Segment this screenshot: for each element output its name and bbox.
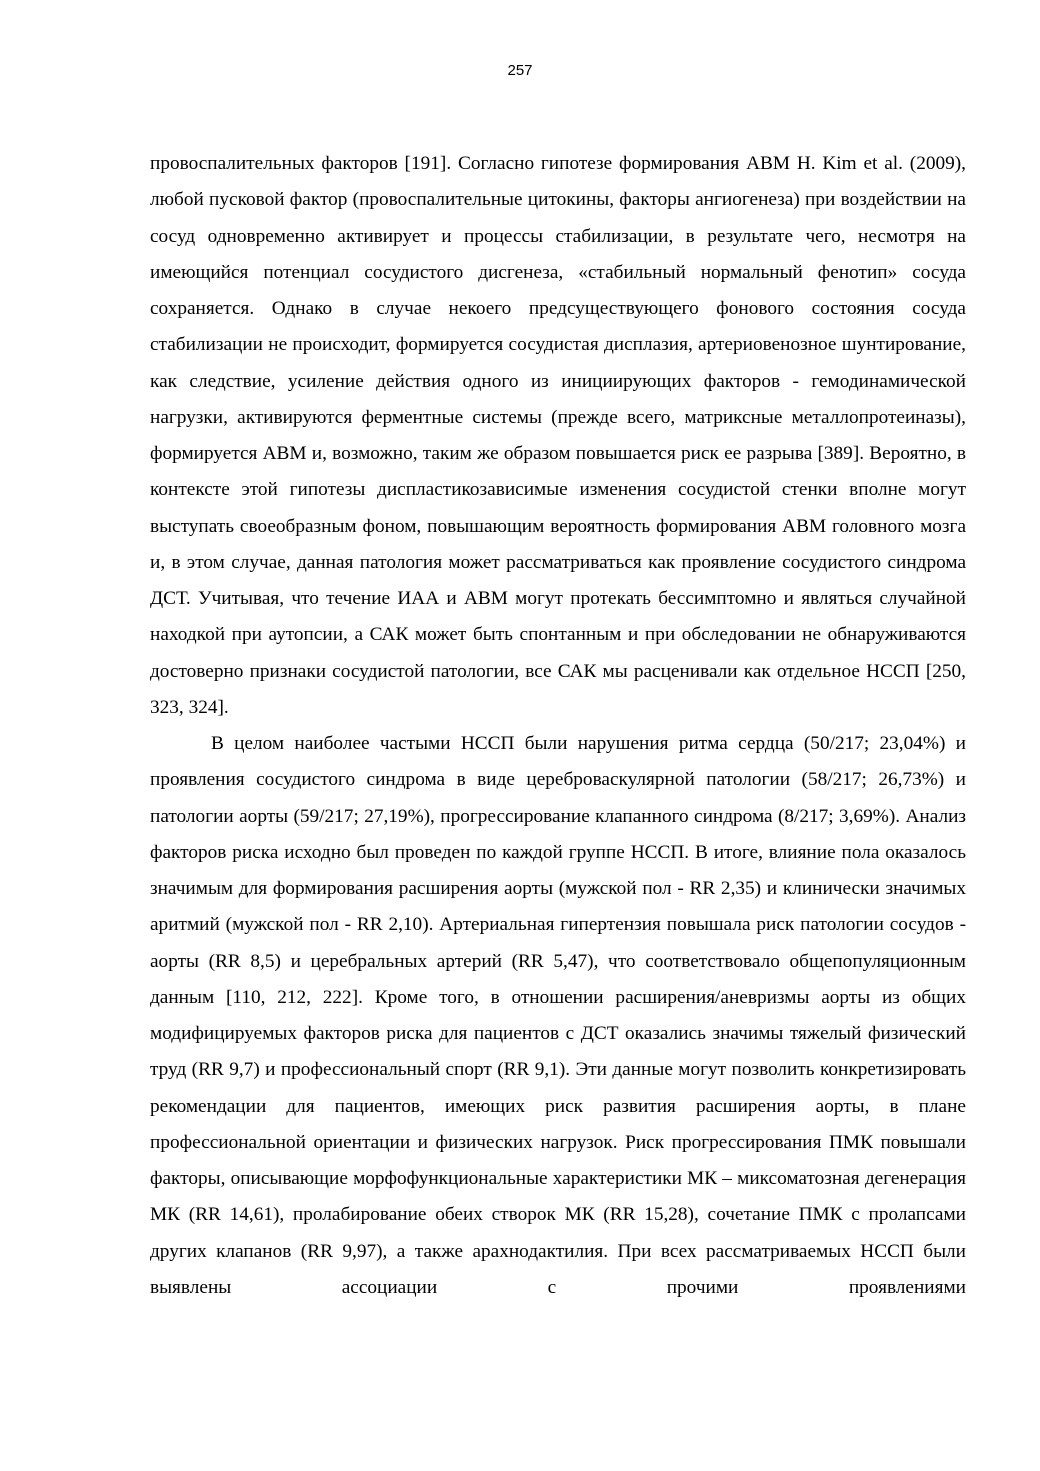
body-text bbox=[150, 146, 966, 1306]
paragraph-1: провоспалительных факторов [191]. Согласно гипотезе формирования АВМ H. Kim et al. (2009), любой пусковой фактор (провоспалительные цитокины, факторы ангиогенеза) при воздействии на сосуд одновременно активирует и процессы стабилизации, в результате чего, несмотря на имеющийся потенциал сосудистого дисгенеза, «стабильный нормальный фенотип» сосуда сохраняется. Однако в случае некоего предсуществующего фонового состояния сосуда стабилизации не происходит, формируется сосудистая дисплазия, артериовенозное шунтирование, как следствие, усиление действия одного из инициирующих факторов - гемодинамической нагрузки, активируются ферментные системы (прежде всего, матриксные металлопротеиназы), формируется АВМ и, возможно, таким же образом повышается риск ее разрыва [389]. Вероятно, в контексте этой гипотезы диспластикозависимые изменения сосудистой стенки вполне могут выступать своеобразным фоном, повышающим вероятность формирования АВМ головного мозга и, в этом случае, данная патология может рассматриваться как проявление сосудистого синдрома ДСТ. Учитывая, что течение ИАА и АВМ могут протекать бессимптомно и являться случайной находкой при аутопсии, а САК может быть спонтанным и при обследовании не обнаруживаются достоверно признаки сосудистой патологии, все САК мы расценивали как отдельное НССП [250, 323, 324]. bbox=[150, 153, 966, 718]
paragraph-2: В целом наиболее частыми НССП были нарушения ритма сердца (50/217; 23,04%) и проявления сосудистого синдрома в виде цереброваскулярной патологии (58/217; 26,73%) и патологии аорты (59/217; 27,19%), прогрессирование клапанного синдрома (8/217; 3,69%). Анализ факторов риска исходно был проведен по каждой группе НССП. В итоге, влияние пола оказалось значимым для формирования расширения аорты (мужской пол - RR 2,35) и клинически значимых аритмий (мужской пол - RR 2,10). Артериальная гипертензия повышала риск патологии сосудов - аорты (RR 8,5) и церебральных артерий (RR 5,47), что соответствовало общепопуляционным данным [110, 212, 222]. Кроме того, в отношении расширения/аневризмы аорты из общих модифицируемых факторов риска для пациентов с ДСТ оказались значимы тяжелый физический труд (RR 9,7) и профессиональный спорт (RR 9,1). Эти данные могут позволить конкретизировать рекомендации для пациентов, имеющих риск развития расширения аорты, в плане профессиональной ориентации и физических нагрузок. Риск прогрессирования ПМК повышали факторы, описывающие морфофункциональные характеристики МК – миксоматозная дегенерация МК (RR 14,61), пролабирование обеих створок МК (RR 15,28), сочетание ПМК с пролапсами других клапанов (RR 9,97), а также арахнодактилия. При всех рассматриваемых НССП были выявлены ассоциации с прочими проявлениями bbox=[150, 733, 966, 1298]
page-number: 257 bbox=[507, 62, 533, 79]
